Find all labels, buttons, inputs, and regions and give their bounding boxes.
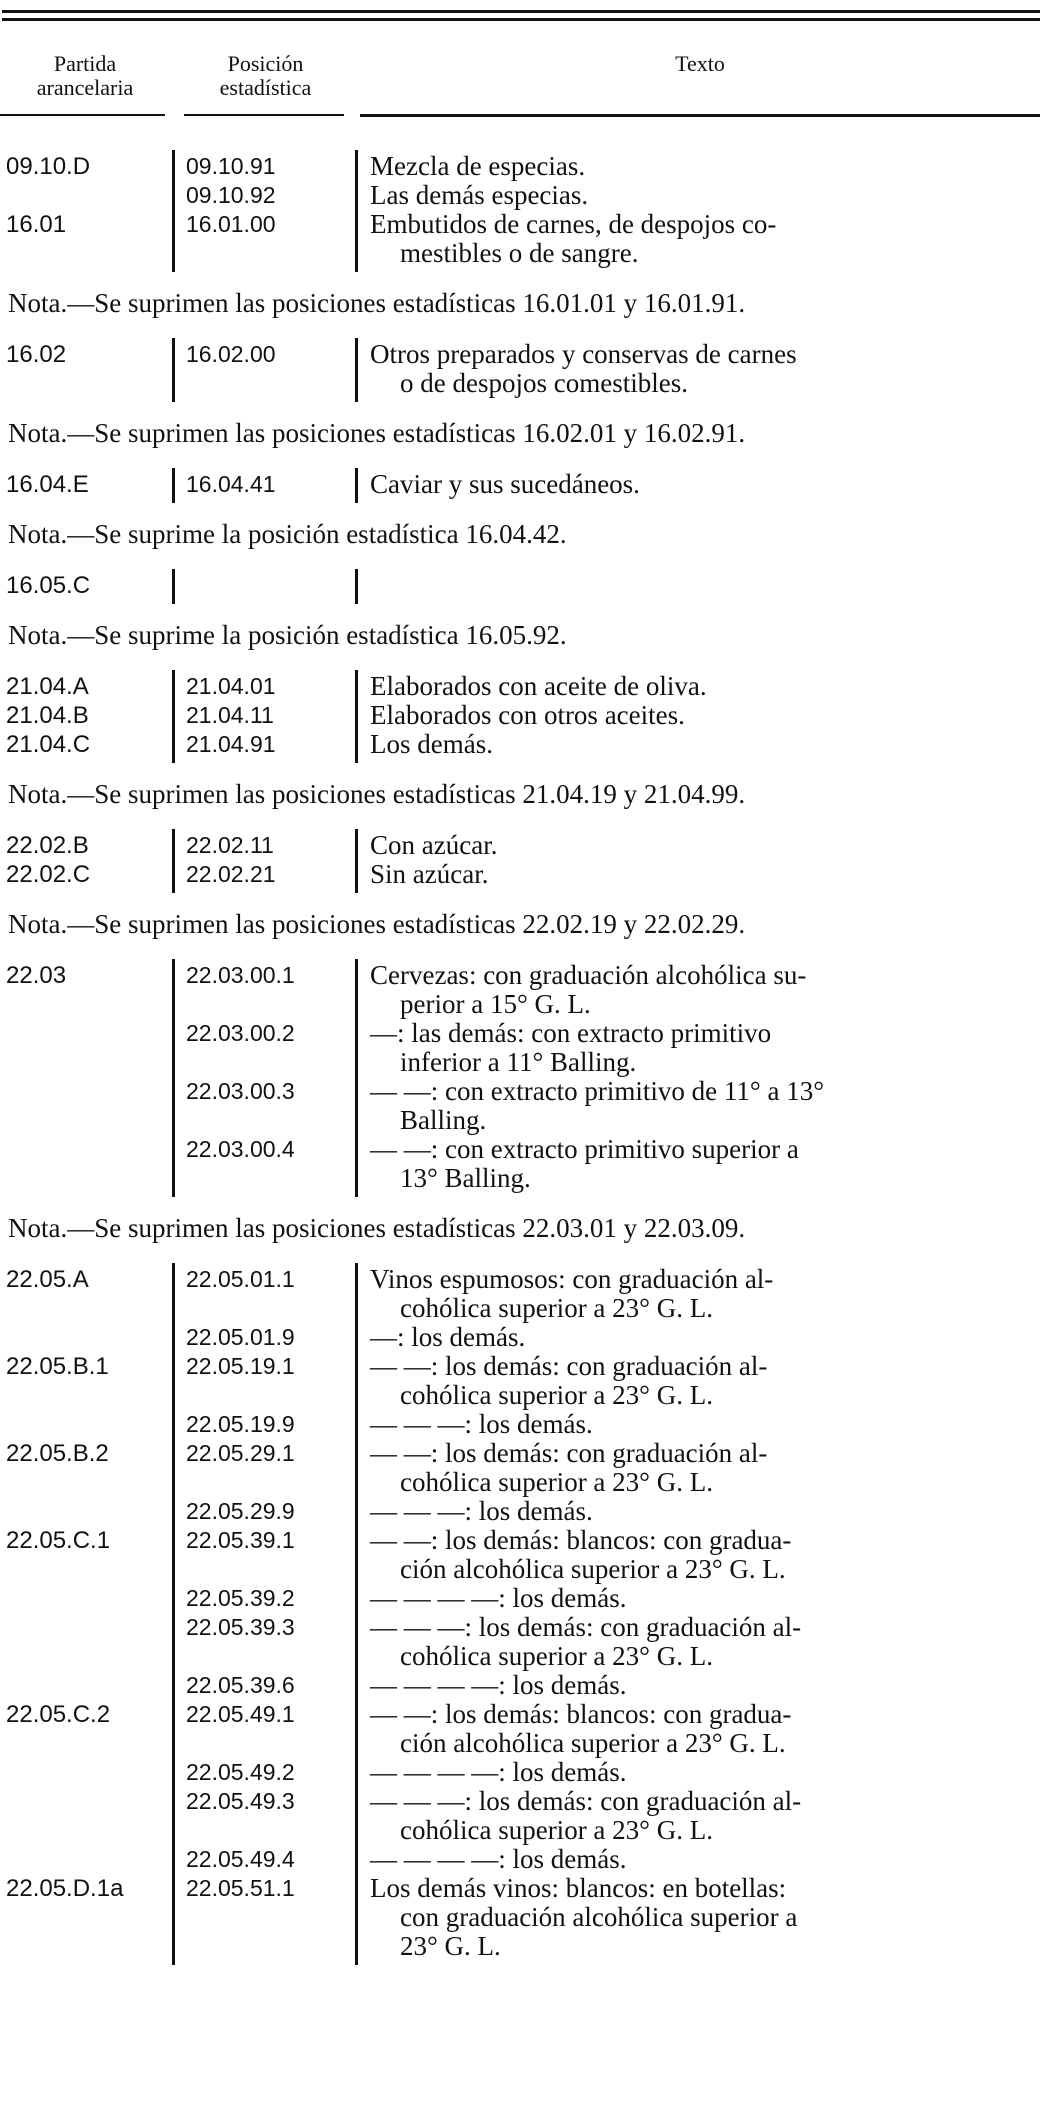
texto-cell (370, 1787, 1038, 1845)
nota-text: Nota.—Se suprime la posición estadística 16.05.92. (8, 620, 567, 650)
table-row (0, 340, 1058, 398)
posicion-cell: 21.04.01 (186, 673, 276, 699)
posicion-cell: 22.05.39.2 (186, 1585, 295, 1611)
texto-cell (370, 1323, 1038, 1352)
partida-cell: 22.05.C.2 (6, 1701, 111, 1728)
table-row (0, 1671, 1058, 1700)
posicion-cell: 22.05.29.1 (186, 1440, 295, 1466)
texto-cell (370, 831, 1038, 860)
posicion-cell: 21.04.11 (186, 702, 274, 728)
header-texto (360, 52, 1040, 76)
texto-cell (370, 1019, 1038, 1077)
partida-cell: 22.02.B (6, 832, 89, 859)
table-row (0, 1845, 1058, 1874)
column-divider-posicion (355, 670, 358, 763)
table-row (0, 1077, 1058, 1135)
nota-text: Nota.—Se suprime la posición estadística 16.04.42. (8, 519, 567, 549)
table-row (0, 1410, 1058, 1439)
table-row (0, 152, 1058, 181)
posicion-cell: 22.02.21 (186, 861, 276, 887)
texto-line: — — — —: los demás. (370, 1757, 627, 1787)
column-divider-partida (172, 829, 175, 893)
texto-cell (370, 1439, 1038, 1497)
partida-cell: 22.03 (6, 962, 67, 989)
table-row (0, 1265, 1058, 1323)
nota-text: Nota.—Se suprimen las posiciones estadísticas 16.02.01 y 16.02.91. (8, 418, 746, 448)
texto-line: Los demás. (370, 729, 493, 759)
texto-continuation-line: cohólica superior a 23° G. L. (400, 1293, 713, 1323)
posicion-cell: 21.04.91 (186, 731, 276, 757)
posicion-cell: 16.01.00 (186, 211, 276, 237)
header-partida-line2: arancelaria (36, 75, 134, 100)
table-row (0, 730, 1058, 759)
posicion-cell: 22.03.00.3 (186, 1078, 295, 1104)
texto-line: Elaborados con aceite de oliva. (370, 671, 707, 701)
texto-continuation-line: mestibles o de sangre. (400, 238, 639, 268)
texto-line: — — —: los demás. (370, 1496, 593, 1526)
column-divider-partida (172, 569, 175, 604)
texto-cell (370, 701, 1038, 730)
column-divider-posicion (355, 829, 358, 893)
header-rule-texto (360, 114, 1040, 117)
top-rule (2, 10, 1040, 13)
partida-cell: 21.04.A (6, 673, 89, 700)
column-divider-posicion (355, 569, 358, 604)
table-row (0, 181, 1058, 210)
table-row (0, 210, 1058, 268)
texto-line: — —: los demás: blancos: con gradua- (370, 1525, 792, 1555)
texto-line: — —: con extracto primitivo de 11° a 13° (370, 1076, 824, 1106)
texto-cell (370, 1700, 1038, 1758)
texto-cell (370, 672, 1038, 701)
texto-line: — —: los demás: con graduación al- (370, 1351, 768, 1381)
nota-text: Nota.—Se suprimen las posiciones estadísticas 21.04.19 y 21.04.99. (8, 779, 746, 809)
posicion-cell: 22.05.49.3 (186, 1788, 295, 1814)
texto-continuation-line: 23° G. L. (400, 1931, 501, 1961)
posicion-cell: 22.05.49.1 (186, 1701, 295, 1727)
texto-cell (370, 730, 1038, 759)
texto-continuation-line: inferior a 11° Balling. (400, 1047, 637, 1077)
table-row (0, 1497, 1058, 1526)
column-divider-partida (172, 338, 175, 402)
header-posicion-line1: Posición (227, 51, 304, 76)
partida-cell: 22.05.A (6, 1266, 89, 1293)
table-row (0, 1758, 1058, 1787)
texto-continuation-line: o de despojos comestibles. (400, 368, 688, 398)
posicion-cell: 22.02.11 (186, 832, 274, 858)
table-row (0, 1352, 1058, 1410)
header-posicion-line2: estadística (219, 75, 312, 100)
texto-cell (370, 1613, 1038, 1671)
texto-line: Con azúcar. (370, 830, 498, 860)
texto-continuation-line: con graduación alcohólica superior a (400, 1902, 798, 1932)
table-row (0, 831, 1058, 860)
posicion-cell: 22.05.29.9 (186, 1498, 295, 1524)
nota-text: Nota.—Se suprimen las posiciones estadísticas 22.03.01 y 22.03.09. (8, 1213, 746, 1243)
texto-line: Los demás vinos: blancos: en botellas: (370, 1873, 787, 1903)
posicion-cell: 22.05.49.2 (186, 1759, 295, 1785)
column-divider-posicion (355, 150, 358, 272)
posicion-cell: 22.03.00.1 (186, 962, 295, 988)
texto-continuation-line: perior a 15° G. L. (400, 989, 591, 1019)
texto-cell (370, 1135, 1038, 1193)
texto-cell (370, 1352, 1038, 1410)
partida-cell: 22.05.B.2 (6, 1440, 109, 1467)
partida-cell: 16.02 (6, 341, 67, 368)
column-divider-partida (172, 959, 175, 1197)
posicion-cell: 09.10.92 (186, 182, 276, 208)
texto-line: Otros preparados y conservas de carnes (370, 339, 797, 369)
posicion-cell: 22.05.39.3 (186, 1614, 295, 1640)
texto-line: —: los demás. (370, 1322, 526, 1352)
partida-cell: 16.01 (6, 211, 67, 238)
header-rule-posicion (184, 114, 344, 116)
posicion-cell: 22.03.00.2 (186, 1020, 295, 1046)
texto-cell (370, 340, 1038, 398)
texto-cell (370, 1410, 1038, 1439)
column-divider-posicion (355, 959, 358, 1197)
texto-line: — — — —: los demás. (370, 1583, 627, 1613)
texto-line: Las demás especias. (370, 180, 589, 210)
posicion-cell: 22.05.49.4 (186, 1846, 295, 1872)
texto-cell (370, 1671, 1038, 1700)
texto-cell (370, 1758, 1038, 1787)
posicion-cell: 16.04.41 (186, 471, 276, 497)
table-row (0, 1613, 1058, 1671)
texto-cell (370, 1265, 1038, 1323)
partida-cell: 21.04.C (6, 731, 91, 758)
partida-cell: 09.10.D (6, 153, 91, 180)
posicion-cell: 22.05.39.1 (186, 1527, 295, 1553)
texto-line: — —: con extracto primitivo superior a (370, 1134, 799, 1164)
table-row (0, 1787, 1058, 1845)
texto-continuation-line: cohólica superior a 23° G. L. (400, 1815, 713, 1845)
partida-cell: 22.05.C.1 (6, 1527, 111, 1554)
table-row (0, 860, 1058, 889)
header-rule-partida (0, 114, 165, 116)
texto-continuation-line: ción alcohólica superior a 23° G. L. (400, 1554, 786, 1584)
table-row (0, 571, 1058, 600)
posicion-cell: 22.05.51.1 (186, 1875, 295, 1901)
table-row (0, 672, 1058, 701)
posicion-cell: 22.05.01.1 (186, 1266, 295, 1292)
nota-text: Nota.—Se suprimen las posiciones estadísticas 16.01.01 y 16.01.91. (8, 288, 746, 318)
column-divider-posicion (355, 1263, 358, 1965)
texto-cell (370, 181, 1038, 210)
partida-cell: 16.04.E (6, 471, 89, 498)
column-divider-partida (172, 1263, 175, 1965)
texto-line: — — —: los demás: con graduación al- (370, 1612, 802, 1642)
texto-line: Caviar y sus sucedáneos. (370, 469, 640, 499)
partida-cell: 22.05.B.1 (6, 1353, 109, 1380)
texto-cell (370, 470, 1038, 499)
texto-line: — — — —: los demás. (370, 1670, 627, 1700)
texto-cell (370, 152, 1038, 181)
header-texto-label: Texto (675, 51, 725, 76)
table-row (0, 1439, 1058, 1497)
nota-text: Nota.—Se suprimen las posiciones estadísticas 22.02.19 y 22.02.29. (8, 909, 746, 939)
header-partida (0, 52, 170, 100)
column-divider-partida (172, 468, 175, 503)
texto-cell (370, 1526, 1038, 1584)
texto-line: Mezcla de especias. (370, 151, 586, 181)
table-row (0, 1700, 1058, 1758)
texto-line: Cervezas: con graduación alcohólica su- (370, 960, 807, 990)
header-partida-line1: Partida (53, 51, 117, 76)
posicion-cell: 22.03.00.4 (186, 1136, 295, 1162)
posicion-cell: 09.10.91 (186, 153, 276, 179)
column-divider-posicion (355, 338, 358, 402)
table-row (0, 1019, 1058, 1077)
header-posicion (178, 52, 353, 100)
texto-cell (370, 1077, 1038, 1135)
table-row (0, 1526, 1058, 1584)
partida-cell: 22.05.D.1a (6, 1875, 124, 1902)
column-divider-partida (172, 150, 175, 272)
texto-line: Vinos espumosos: con graduación al- (370, 1264, 774, 1294)
partida-cell: 16.05.C (6, 572, 91, 599)
partida-cell: 21.04.B (6, 702, 89, 729)
texto-continuation-line: cohólica superior a 23° G. L. (400, 1380, 713, 1410)
texto-continuation-line: cohólica superior a 23° G. L. (400, 1467, 713, 1497)
top-rule-double (2, 18, 1040, 21)
texto-line: Embutidos de carnes, de despojos co- (370, 209, 777, 239)
texto-continuation-line: Balling. (400, 1105, 487, 1135)
texto-cell (370, 860, 1038, 889)
column-divider-posicion (355, 468, 358, 503)
texto-cell (370, 1584, 1038, 1613)
posicion-cell: 22.05.39.6 (186, 1672, 295, 1698)
posicion-cell: 22.05.01.9 (186, 1324, 295, 1350)
column-divider-partida (172, 670, 175, 763)
texto-line: Sin azúcar. (370, 859, 489, 889)
posicion-cell: 22.05.19.1 (186, 1353, 295, 1379)
texto-cell (370, 1845, 1038, 1874)
partida-cell: 22.02.C (6, 861, 91, 888)
texto-line: — —: los demás: blancos: con gradua- (370, 1699, 792, 1729)
texto-continuation-line: cohólica superior a 23° G. L. (400, 1641, 713, 1671)
texto-continuation-line: 13° Balling. (400, 1163, 531, 1193)
posicion-cell: 22.05.19.9 (186, 1411, 295, 1437)
texto-cell (370, 1497, 1038, 1526)
texto-cell (370, 210, 1038, 268)
table-row (0, 1874, 1058, 1961)
table-row (0, 1584, 1058, 1613)
texto-line: — — —: los demás: con graduación al- (370, 1786, 802, 1816)
texto-line: — — —: los demás. (370, 1409, 593, 1439)
table-row (0, 1135, 1058, 1193)
texto-line: Elaborados con otros aceites. (370, 700, 685, 730)
table-row (0, 1323, 1058, 1352)
table-row (0, 470, 1058, 499)
texto-line: —: las demás: con extracto primitivo (370, 1018, 772, 1048)
texto-line: — —: los demás: con graduación al- (370, 1438, 768, 1468)
texto-cell (370, 1874, 1038, 1961)
texto-cell (370, 961, 1038, 1019)
table-row (0, 961, 1058, 1019)
posicion-cell: 16.02.00 (186, 341, 276, 367)
texto-continuation-line: ción alcohólica superior a 23° G. L. (400, 1728, 786, 1758)
table-row (0, 701, 1058, 730)
texto-line: — — — —: los demás. (370, 1844, 627, 1874)
